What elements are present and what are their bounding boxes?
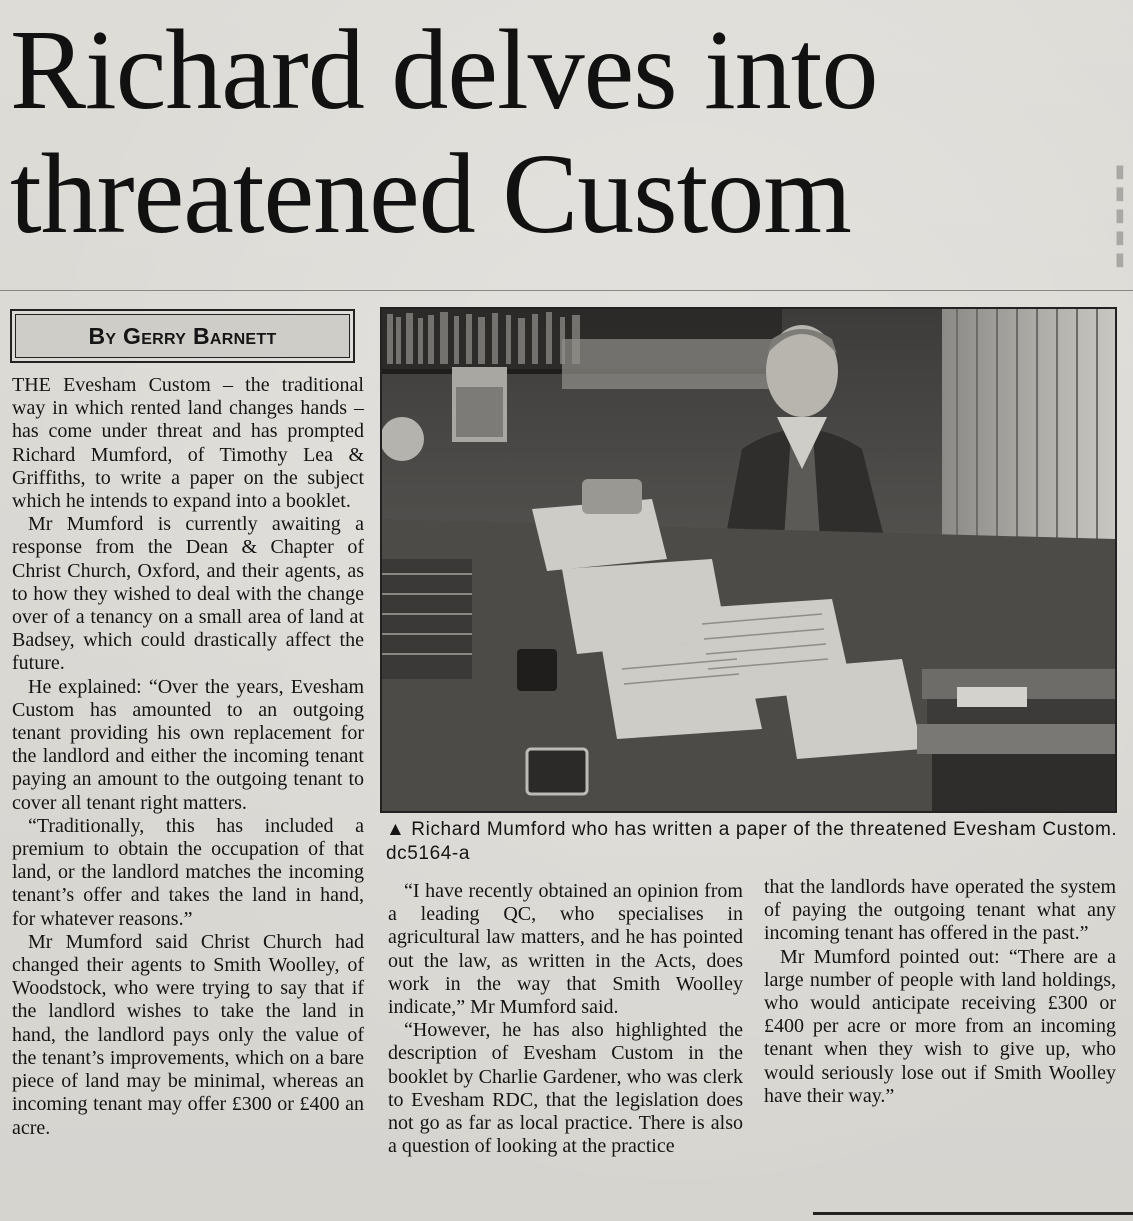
paragraph: Mr Mumford is currently awaiting a response from the Dean & Chapter of Christ Church, Oxford, and their agents, as to how they wished to deal with the change over of a tenancy on a small area of land at Badsey, which could drastically affect the future. <box>12 513 364 675</box>
paragraph: He explained: “Over the years, Evesham Custom has amounted to an outgoing tenant providing his own replacement for the landlord and either the incoming tenant paying an amount to the outgoing tenant to cover all tenant right matters. <box>12 675 364 814</box>
paragraph: that the landlords have operated the system of paying the outgoing tenant what any incoming tenant has offered in the past.” <box>764 876 1116 945</box>
show-through-texture: ▮ ▮ ▮ ▮ ▮ <box>1115 161 1125 269</box>
paragraph: “Traditionally, this has included a premium to obtain the occupation of that land, or the landlord matches the incoming tenant’s offer and takes the land in hand, for whatever reasons.” <box>12 814 364 930</box>
article-column-2 <box>388 880 743 1158</box>
byline: By Gerry Barnett <box>15 314 350 358</box>
column-divider <box>813 1212 1133 1215</box>
headline-line-2: threatened Custom <box>10 130 851 257</box>
paragraph: Mr Mumford pointed out: “There are a large number of people with land holdings, who would anticipate receiving £300 or £400 per acre or more from an incoming tenant when they wish to give up, who would seriously lose out if Smith Woolley have their way.” <box>764 945 1116 1107</box>
headline-line-1: Richard delves into <box>10 6 878 133</box>
paragraph: “However, he has also highlighted the description of Evesham Custom in the booklet by Charlie Gardener, who was clerk to Evesham RDC, that the legislation does not go as far as local practice. There is also a question of looking at the practice <box>388 1019 743 1158</box>
paragraph: THE Evesham Custom – the traditional way in which rented land changes hands – has come under threat and has prompted Richard Mumford, of Timothy Lea & Griffiths, to write a paper on the subject which he intends to expand into a booklet. <box>12 374 364 513</box>
paragraph: “I have recently obtained an opinion from a leading QC, who specialises in agricultural law matters, and he has pointed out the law, as written in the Acts, does work in the way that Smith Woolley indicate,” Mr Mumford said. <box>388 880 743 1019</box>
paragraph: Mr Mumford said Christ Church had changed their agents to Smith Woolley, of Woodstock, who were trying to say that if the landlord wishes to take the land in hand, the landlord pays only the value of the tenant’s improvements, which on a bare piece of land may be minimal, whereas an incoming tenant may offer £300 or £400 an acre. <box>12 930 364 1139</box>
headline-rule <box>0 290 1133 291</box>
caption-text: Richard Mumford who has written a paper of the threatened Evesham Custom. dc5164-a <box>386 819 1118 864</box>
article-photo <box>380 307 1117 813</box>
article-column-3 <box>764 876 1116 1108</box>
byline-box <box>10 309 355 363</box>
photo-caption <box>386 818 1121 866</box>
caption-triangle-icon: ▲ <box>386 819 406 840</box>
article-column-1 <box>12 374 364 1140</box>
photo-illustration <box>382 309 1115 811</box>
headline <box>10 8 1110 256</box>
